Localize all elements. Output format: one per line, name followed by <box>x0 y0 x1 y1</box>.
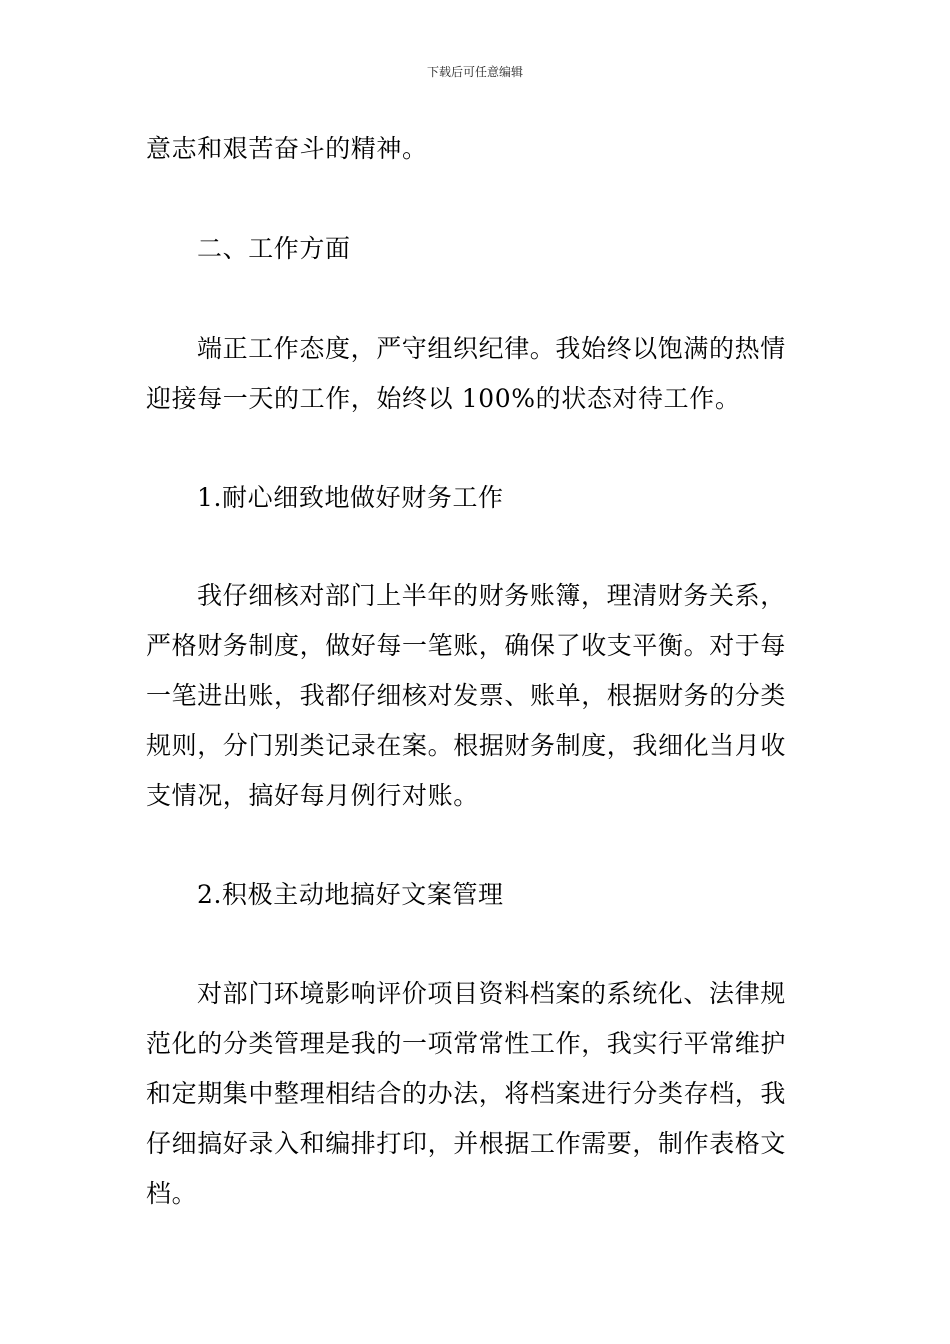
heading-text: 2.积极主动地搞好文案管理 <box>197 880 504 909</box>
section-heading-work <box>146 224 861 274</box>
subheading-documents <box>146 870 861 920</box>
paragraph-continuation <box>146 124 810 174</box>
heading-text: 1.耐心细致地做好财务工作 <box>197 483 504 512</box>
text-line: 支情况，搞好每月例行对账。 <box>146 781 479 810</box>
page-header: 下载后可任意编辑 <box>426 65 523 79</box>
text-line: 档。 <box>146 1179 198 1208</box>
text-line: 一笔进出账，我都仔细核对发票、账单，根据财务的分类 <box>146 681 787 710</box>
text-line: 意志和艰苦奋斗的精神。 <box>146 134 428 163</box>
text-line: 和定期集中整理相结合的办法，将档案进行分类存档，我 <box>146 1079 787 1108</box>
text-line: 严格财务制度，做好每一笔账，确保了收支平衡。对于每 <box>146 631 787 660</box>
paragraph-finance <box>146 571 810 821</box>
text-line: 范化的分类管理是我的一项常常性工作，我实行平常维护 <box>146 1029 787 1058</box>
text-line: 仔细搞好录入和编排打印，并根据工作需要，制作表格文 <box>146 1129 787 1158</box>
text-line: 我仔细核对部门上半年的财务账簿，理清财务关系， <box>197 581 786 610</box>
text-line: 端正工作态度，严守组织纪律。我始终以饱满的热情 <box>197 334 786 363</box>
paragraph-work-attitude <box>146 324 810 424</box>
heading-text: 二、工作方面 <box>197 234 351 263</box>
text-line: 规则，分门别类记录在案。根据财务制度，我细化当月收 <box>146 731 787 760</box>
text-line: 迎接每一天的工作，始终以 100%的状态对待工作。 <box>146 384 741 413</box>
text-line: 对部门环境影响评价项目资料档案的系统化、法律规 <box>197 979 786 1008</box>
paragraph-documents <box>146 969 810 1219</box>
subheading-finance <box>146 473 861 523</box>
